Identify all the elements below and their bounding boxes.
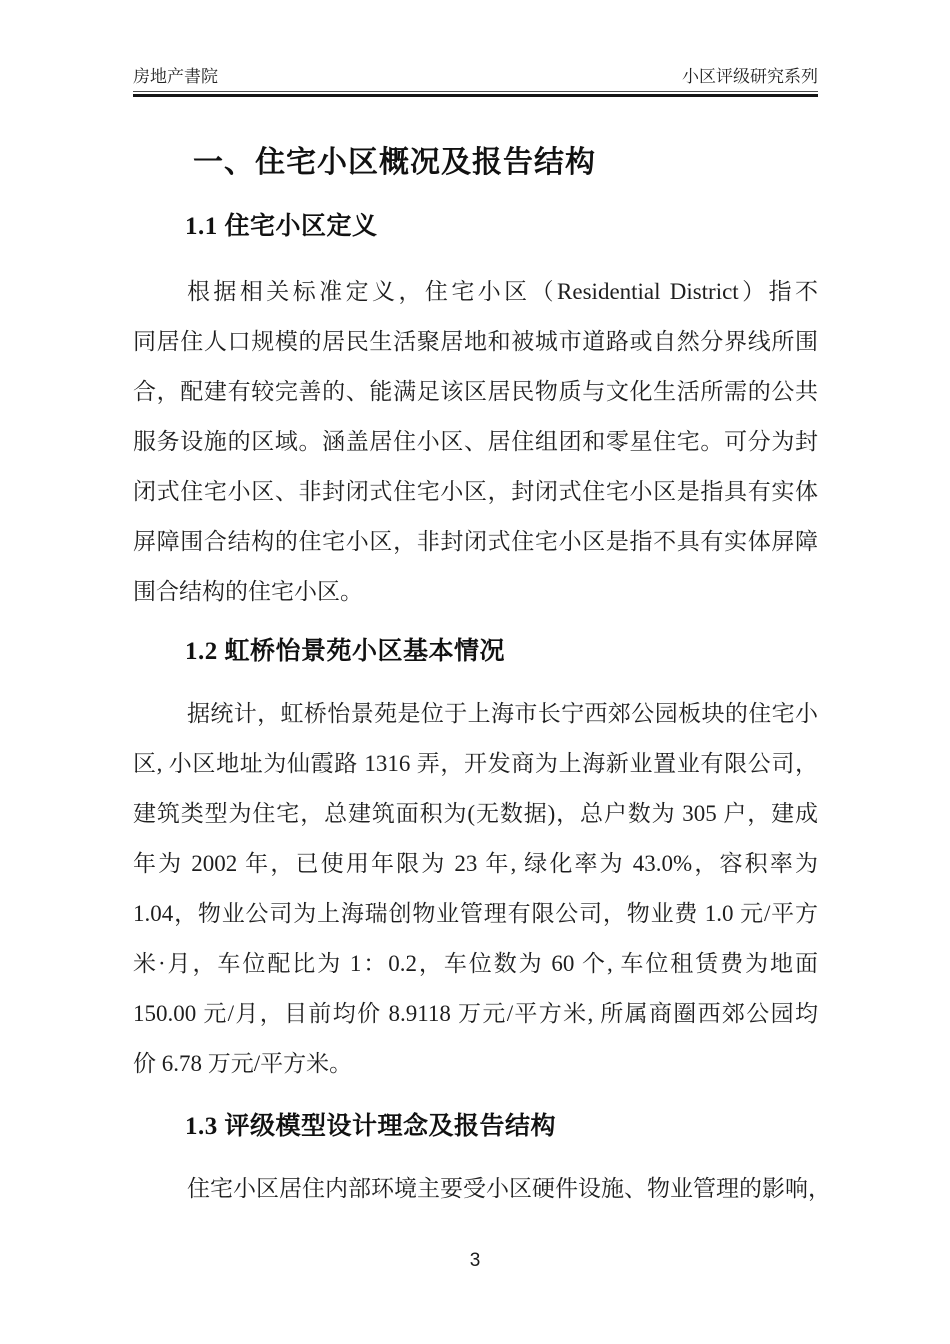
paragraph-1-3 <box>133 1164 831 1214</box>
text-line: 同居住人口规模的居民生活聚居地和被城市道路或自然分界线所围 <box>133 329 818 354</box>
section-heading-1-2: 1.2 虹桥怡景苑小区基本情况 <box>185 638 506 665</box>
section-heading-1-1: 1.1 住宅小区定义 <box>185 213 378 240</box>
text-line: 年为 2002 年，已使用年限为 23 年, 绿化率为 43.0%，容积率为 <box>133 851 818 876</box>
section-heading-1-3: 1.3 评级模型设计理念及报告结构 <box>185 1113 557 1140</box>
section-1-2 <box>133 636 818 1089</box>
header-left-label: 房地产書院 <box>133 67 218 86</box>
page-header <box>133 0 818 97</box>
section-1-1 <box>133 211 818 617</box>
text-line: 屏障围合结构的住宅小区，非封闭式住宅小区是指不具有实体屏障 <box>133 529 818 554</box>
header-text-row <box>133 0 818 92</box>
text-line: 围合结构的住宅小区。 <box>133 579 363 604</box>
text-line: 据统计，虹桥怡景苑是位于上海市长宁西郊公园板块的住宅小 <box>187 701 818 726</box>
text-line: 价 6.78 万元/平方米。 <box>133 1051 353 1076</box>
paragraph-1-1 <box>133 267 818 617</box>
text-line: 区, 小区地址为仙霞路 1316 弄，开发商为上海新业置业有限公司， <box>133 751 818 776</box>
page-number: 3 <box>469 1250 481 1271</box>
page-footer <box>0 1250 950 1272</box>
text-line: 合，配建有较完善的、能满足该区居民物质与文化生活所需的公共 <box>133 379 818 404</box>
text-line: 1.04，物业公司为上海瑞创物业管理有限公司，物业费 1.0 元/平方 <box>133 901 818 926</box>
text-line: 150.00 元/月，目前均价 8.9118 万元/平方米, 所属商圈西郊公园均 <box>133 1001 818 1026</box>
text-line: 根据相关标准定义，住宅小区（Residential District）指不 <box>187 279 818 304</box>
text-line: 米·月，车位配比为 1：0.2，车位数为 60 个, 车位租赁费为地面 <box>133 951 818 976</box>
text-line: 闭式住宅小区、非封闭式住宅小区，封闭式住宅小区是指具有实体 <box>133 479 818 504</box>
text-line: 建筑类型为住宅，总建筑面积为(无数据)，总户数为 305 户，建成 <box>133 801 818 826</box>
header-rule <box>133 94 818 97</box>
chapter-title: 一、住宅小区概况及报告结构 <box>193 146 596 179</box>
text-line: 服务设施的区域。涵盖居住小区、居住组团和零星住宅。可分为封 <box>133 429 818 454</box>
text-line: 住宅小区居住内部环境主要受小区硬件设施、物业管理的影响， <box>187 1176 831 1201</box>
section-1-3 <box>133 1111 831 1214</box>
paragraph-1-2 <box>133 689 818 1089</box>
header-right-label: 小区评级研究系列 <box>682 67 818 86</box>
